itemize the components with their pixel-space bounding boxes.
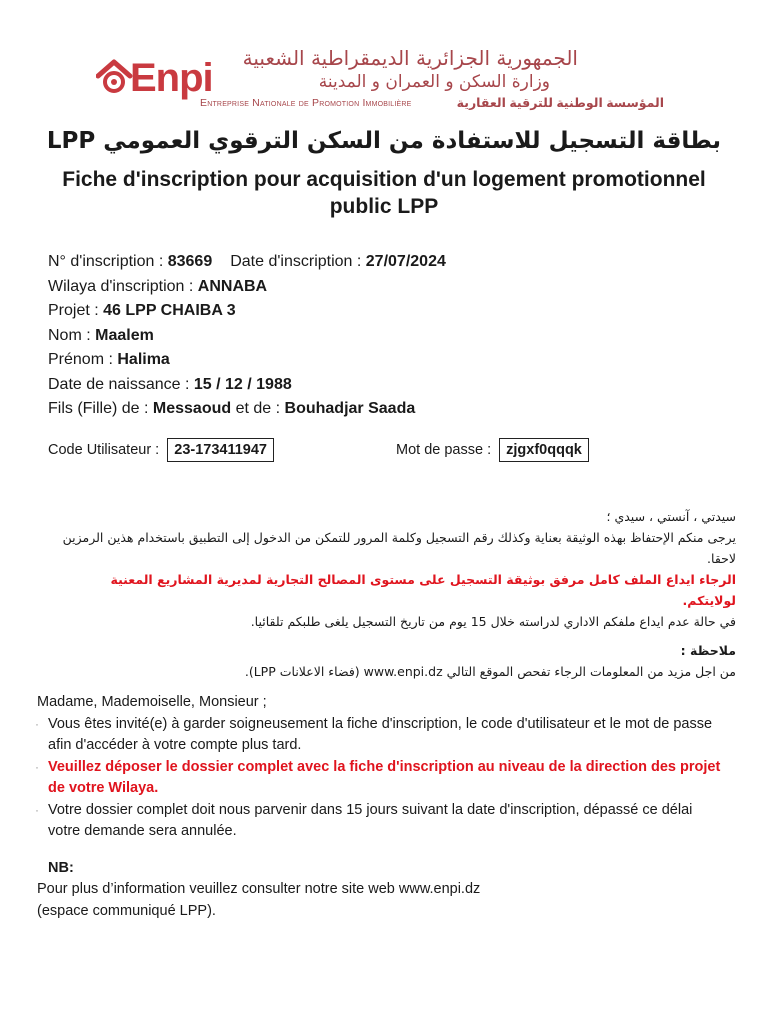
mother-name-value: Bouhadjar Saada: [284, 400, 416, 417]
registration-number-label: N° d'inscription :: [48, 253, 168, 270]
project-label: Projet :: [48, 302, 104, 319]
republic-name-arabic: الجمهورية الجزائرية الديمقراطية الشعبية: [242, 46, 578, 70]
project-value: 46 LPP CHAIBA 3: [103, 302, 236, 319]
keep-notice: Vous êtes invité(e) à garder soigneusement la fiche d'inscription, le code d'utilisateur et le mot de passe afin d'accéder à votre compte plus tard.: [48, 715, 713, 753]
first-name-label: Prénom :: [48, 351, 118, 368]
birth-date-label: Date de naissance :: [48, 375, 194, 393]
french-instructions: [37, 692, 727, 922]
french-greeting: Madame, Mademoiselle, Monsieur ;: [37, 694, 267, 710]
arabic-keep-notice: يرجى منكم الإحتفاظ بهذه الوثيقة بعناية وكذلك رقم التسجيل وكلمة المرور للتمكن من الدخول إلى التطبيق باستخدام هذين الرمزين لاحقا.: [62, 530, 736, 566]
arabic-greeting: سيدتي ، آنستي ، سيدي ؛: [606, 509, 736, 524]
arabic-instructions: [56, 506, 736, 682]
company-name-french: Entreprise Nationale de Promotion Immobilière: [200, 97, 412, 109]
first-name-row: [48, 348, 446, 373]
last-name-label: Nom :: [48, 326, 96, 344]
password-value: zjgxf0qqqk: [499, 438, 589, 462]
last-name-value: Maalem: [95, 326, 154, 344]
registration-info: [48, 250, 446, 422]
password-field: [396, 438, 589, 462]
deposit-notice: Veuillez déposer le dossier complet avec la fiche d'inscription au niveau de la direction des projet de votre Wilaya.: [48, 758, 721, 796]
arabic-note-title: ملاحظة :: [680, 643, 736, 658]
birth-date-value: 15 / 12 / 1988: [193, 375, 292, 393]
bullet-icon: ·: [35, 716, 39, 731]
user-code-value: 23-173411947: [167, 438, 274, 462]
parents-label: Fils (Fille) de :: [48, 400, 153, 417]
title-arabic: بطاقة التسجيل للاستفادة من السكن الترقوي العمومي LPP: [46, 128, 722, 154]
user-code-field: [48, 438, 274, 462]
french-instructions-list: [37, 714, 727, 843]
bullet-icon: ·: [35, 759, 39, 774]
list-item: [37, 800, 727, 843]
user-code-label: Code Utilisateur :: [48, 441, 160, 458]
birth-date-row: [48, 373, 446, 398]
registration-date-value: 27/07/2024: [365, 253, 446, 270]
registration-number-value: 83669: [167, 253, 213, 270]
nb-line-2: (espace communiqué LPP).: [37, 902, 216, 919]
arabic-deadline-notice: في حالة عدم ايداع ملفكم الاداري لدراسته خلال 15 يوم من تاريخ التسجيل يلغى طلبكم تلقائيا.: [250, 614, 736, 629]
wilaya-row: [48, 275, 446, 300]
project-row: [48, 299, 446, 324]
arabic-note-text: من اجل مزيد من المعلومات الرجاء تفحص الموقع التالي www.enpi.dz (فضاء الاعلانات LPP).: [244, 664, 736, 679]
nb-label: NB:: [48, 859, 74, 876]
ministry-name-arabic: وزارة السكن و العمران و المدينة: [318, 72, 550, 92]
and-of-label: et de :: [231, 400, 285, 417]
arabic-deposit-notice: الرجاء ايداع الملف كامل مرفق بوثيقة التسجيل على مستوى المصالح التجارية لمديرية المشاريع المعنية لولايتكم.: [110, 572, 736, 608]
first-name-value: Halima: [117, 351, 170, 368]
logo-wordmark: Enpi: [130, 56, 213, 100]
nb-line-1: Pour plus d’information veuillez consulter notre site web www.enpi.dz: [37, 881, 481, 897]
wilaya-label: Wilaya d'inscription :: [48, 277, 198, 295]
deadline-notice: Votre dossier complet doit nous parvenir dans 15 jours suivant la date d'inscription, dépassé ce délai votre demande sera annulée.: [48, 801, 693, 839]
list-item: [37, 757, 727, 800]
company-name-arabic: المؤسسة الوطنية للترقية العقارية: [456, 96, 664, 110]
father-name-value: Messaoud: [152, 400, 232, 417]
wilaya-value: ANNABA: [197, 277, 268, 295]
registration-number-row: [48, 250, 446, 275]
title-french: Fiche d'inscription pour acquisition d'un logement promotionnel public LPP: [62, 168, 706, 218]
parents-row: [48, 397, 446, 422]
bullet-icon: ·: [35, 802, 39, 817]
letterhead: [0, 0, 768, 120]
last-name-row: [48, 324, 446, 349]
list-item: [37, 714, 727, 757]
registration-date-label: Date d'inscription :: [230, 253, 366, 270]
password-label: Mot de passe :: [396, 441, 492, 458]
